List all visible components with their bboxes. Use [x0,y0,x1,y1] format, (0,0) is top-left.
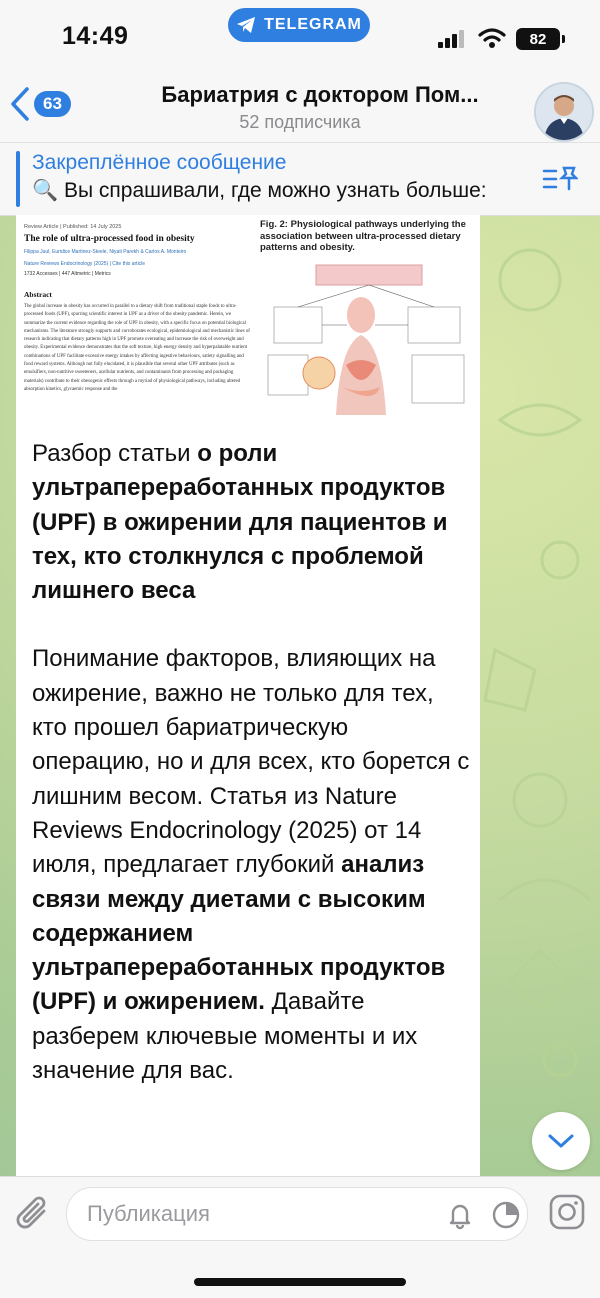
channel-subtitle: 52 подписчика [239,112,361,132]
avatar-image [536,84,592,140]
scroll-down-button[interactable] [532,1112,590,1170]
pinned-message-bar[interactable] [0,142,600,216]
article-journal: Nature Reviews Endocrinology (2025) | Cite this article [24,261,146,267]
article-authors: Filippa Juul, Euridice Martinez-Steele, Niyati Parekh & Carlos A. Monteiro [24,249,187,255]
timer-icon[interactable] [491,1200,521,1230]
wifi-icon [478,27,506,49]
message-input-field[interactable] [66,1187,528,1241]
article-meta: Review Article | Published: 14 July 2025 [24,224,122,230]
message-body-bold: анализ связи между диетами с высоким содержанием ультрапереработанных продуктов (UPF) и ожирением. [32,851,446,1016]
message-paragraph-2 [32,642,472,1088]
message-text [32,437,472,1122]
message-paragraph-1 [32,437,472,608]
article-title: The role of ultra-processed food in obesity [24,234,195,244]
pinned-text: 🔍 Вы спрашивали, где можно узнать больше: [32,179,487,202]
pinned-indicator [16,151,20,207]
bell-icon[interactable] [445,1200,475,1230]
telegram-pill[interactable] [228,8,370,42]
abstract-text: The global increase in obesity has occurred in parallel to a dietary shift from traditional staple foods to ultra-processed foods (UPF), spurring scientific interest in UPF as a driver of the obesity pandemic. Herein, we summarize the current evidence regarding the role of UPF in obesity, with a specific focus on potential biological mechanisms. The literature strongly supports and corroborates ecological, epidemiological and mechanistic lines of research indicating that dietary patterns high in UPF promote overeating and increase the risk of overweight and obesity. Experimental evidence demonstrates that the soft texture, high energy density and hyperpalatable nutrient combinations of UPF facilitate excessive energy intakes by affecting ingestive behaviours, satiety signalling and food reward systems. Although not fully elucidated, it is plausible that several other UPF attributes (such as emulsifiers, non-nutritive sweeteners, acellular nutrients, and contaminants from processing and packaging materials) contribute to their obesogenic effects through a myriad of physiological pathways, including altered absorption kinetics, glycaemic response and the [24,304,250,392]
article-stats: 1732 Accesses | 447 Altmetric | Metrics [24,271,111,277]
abstract-heading: Abstract [24,290,52,299]
home-indicator [194,1278,406,1286]
battery-indicator: 82 [516,28,560,50]
message-intro-bold: о роли ультрапереработанных продуктов (UPF) в ожирении для пациентов и тех, кто столкнулся с проблемой лишнего веса [32,440,448,605]
message-bubble[interactable] [16,215,480,1195]
channel-title[interactable]: Бариатрия с доктором Пом... [161,82,479,107]
chevron-down-icon [547,1133,575,1149]
instagram-icon[interactable] [548,1193,586,1231]
pin-list-icon[interactable] [542,165,578,193]
chevron-left-icon [10,86,30,122]
publication-input[interactable] [85,1188,419,1240]
pinned-title: Закреплённое сообщение [32,151,287,174]
message-body-text: Понимание факторов, влияющих на ожирение, важно не только для тех, кто прошел бариатрическую операцию, но и для всех, кто борется с лишним весом. Статья из Nature Reviews Endocrinology (2025) от 14 июля, предлагает глубокий [32,645,470,879]
composer-bar [0,1176,600,1298]
chat-header [0,70,600,142]
figure-caption: Fig. 2: Physiological pathways underlying the association between ultra-processed dietary patterns and obesity. [260,219,466,253]
paperclip-icon[interactable] [14,1193,52,1235]
status-bar [0,0,600,70]
telegram-plane-icon [236,16,256,34]
signal-icon [438,30,466,48]
channel-avatar[interactable] [534,82,594,142]
article-preview-image[interactable] [16,215,480,420]
back-button[interactable] [10,86,71,122]
message-intro-text: Разбор статьи [32,440,198,467]
message-body-text-end: Давайте разберем ключевые моменты и их значение для вас. [32,988,418,1085]
status-time: 14:49 [62,22,129,50]
telegram-pill-label: TELEGRAM [264,16,362,33]
unread-count-badge: 63 [34,91,71,117]
